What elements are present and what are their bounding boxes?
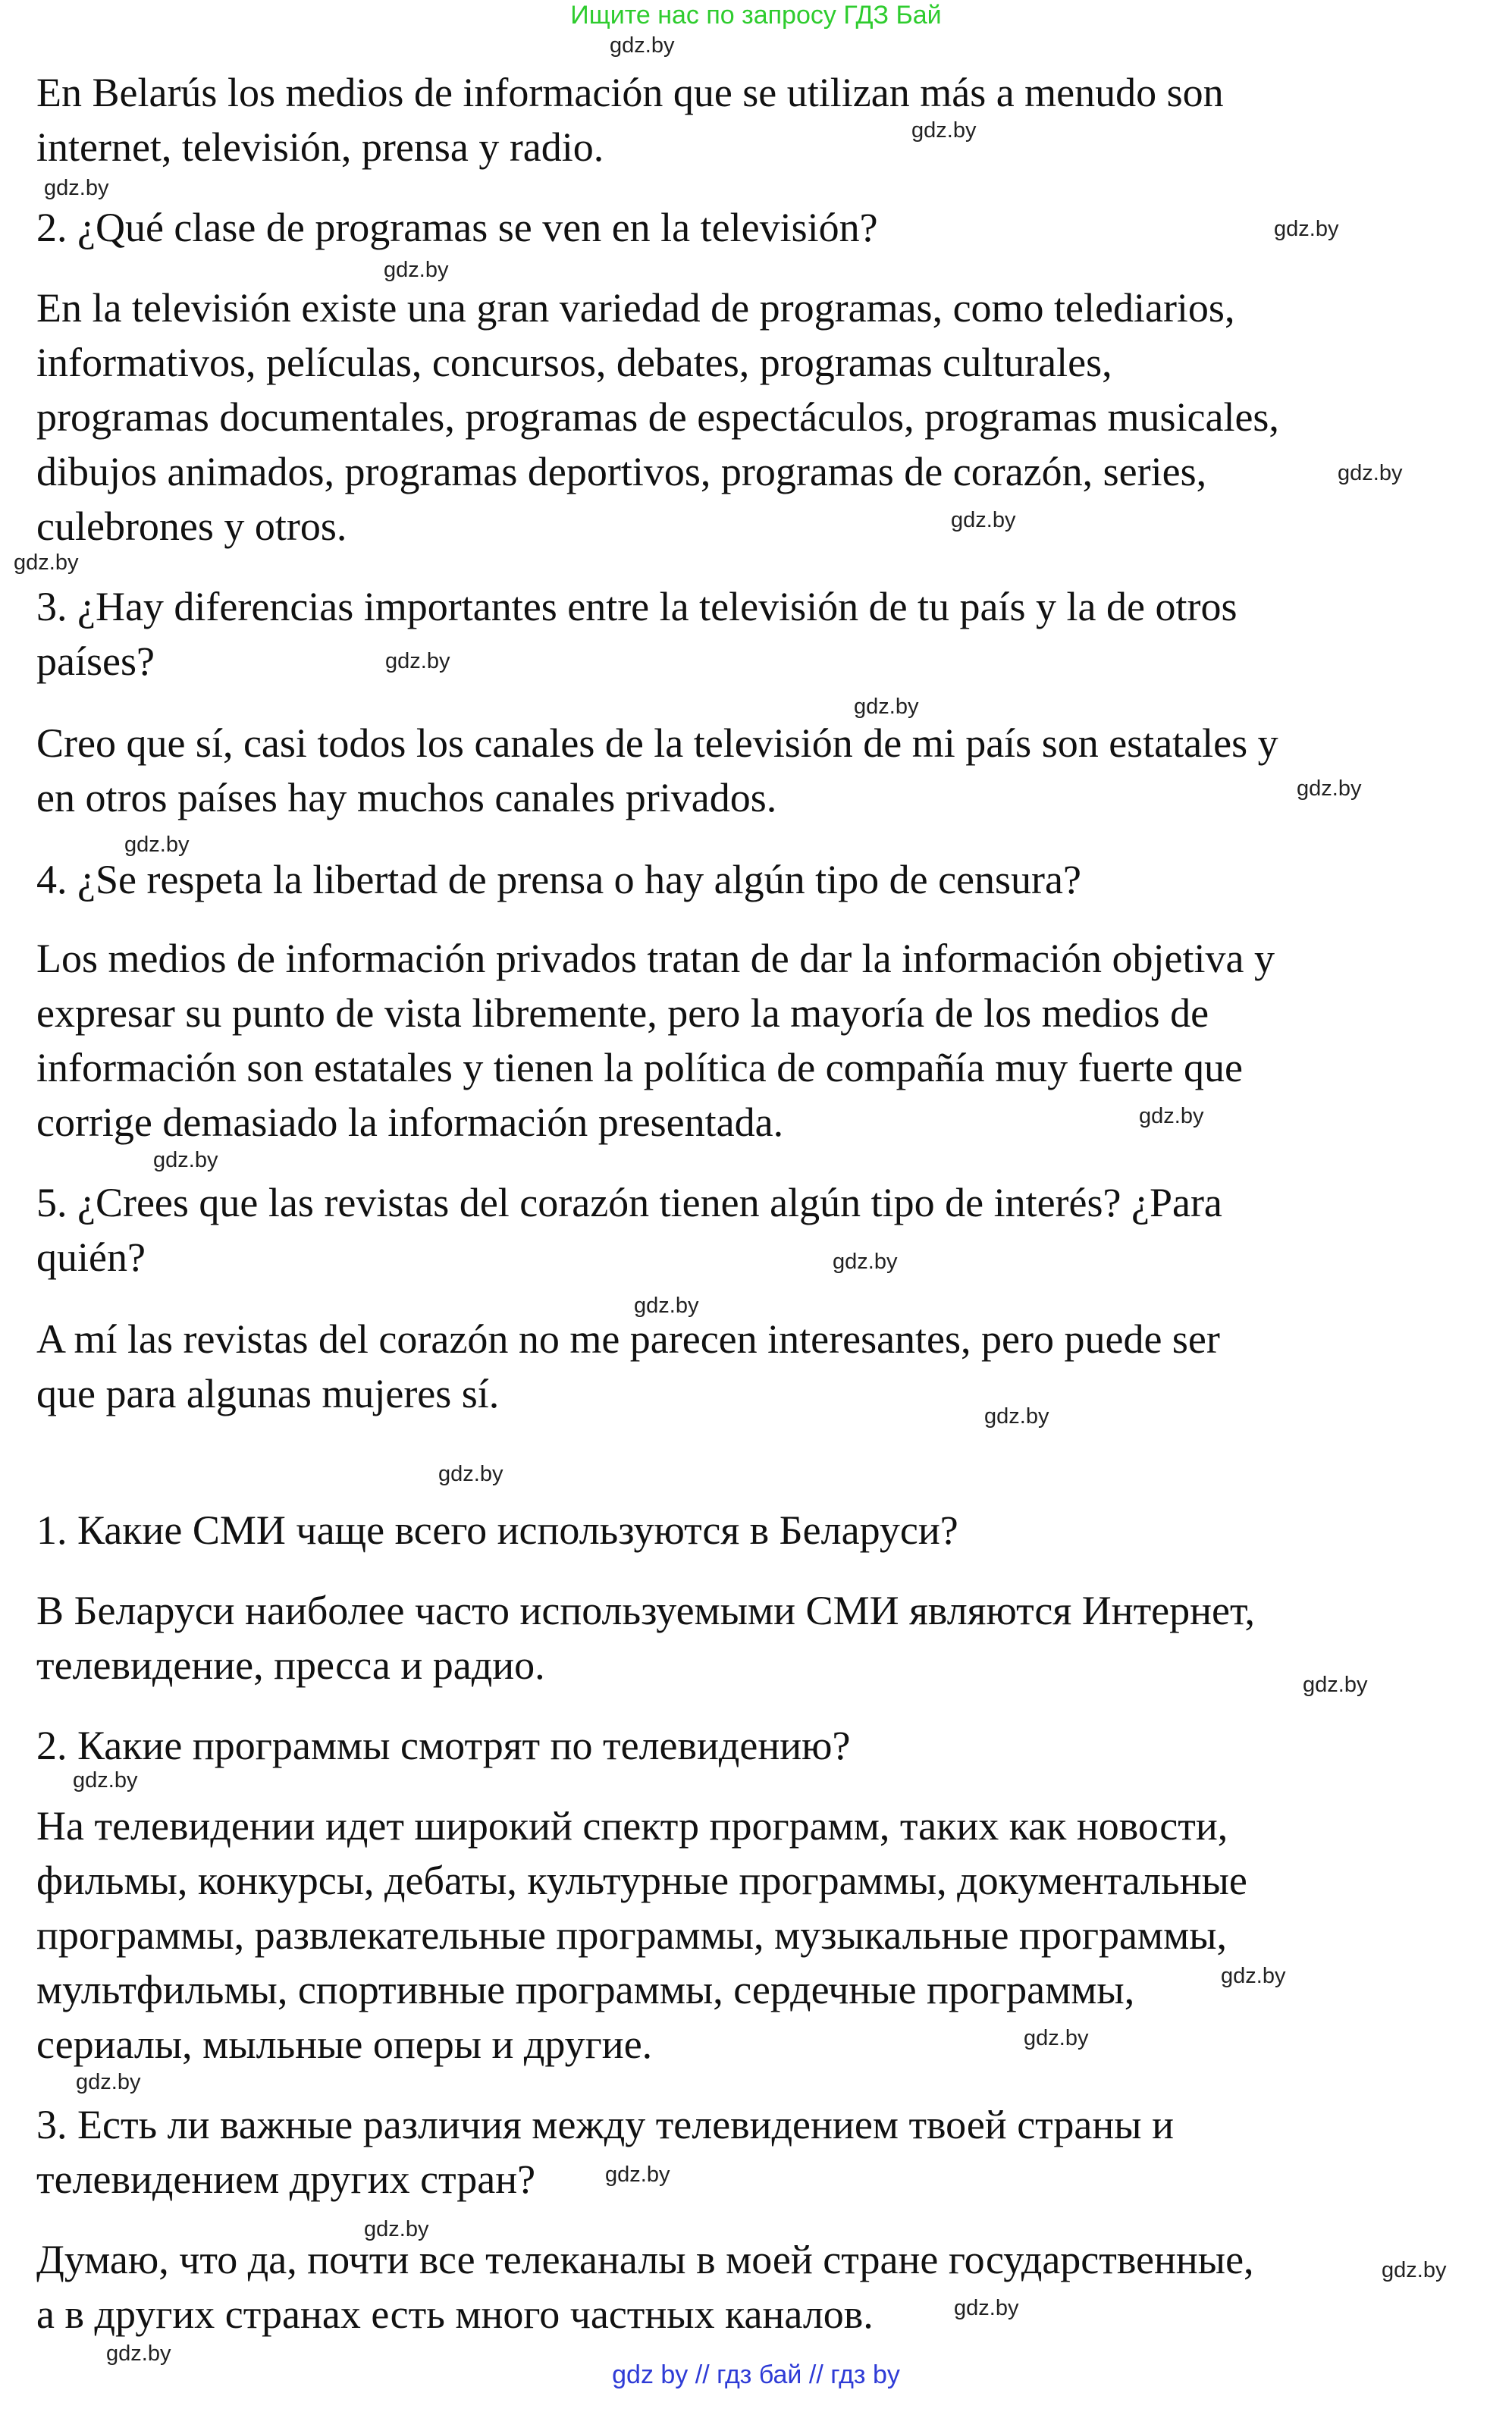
answer-line: В Беларуси наиболее часто используемыми СМИ являются Интернет, xyxy=(36,1588,1256,1633)
answer-line: en otros países hay muchos canales privados. xyxy=(36,775,777,820)
watermark: gdz.by xyxy=(1024,2026,1089,2050)
watermark: gdz.by xyxy=(1382,2258,1447,2282)
watermark: gdz.by xyxy=(634,1294,699,1318)
watermark: gdz.by xyxy=(384,258,449,282)
answer-line: que para algunas mujeres sí. xyxy=(36,1371,500,1416)
answer-line: corrige demasiado la información presentada. xyxy=(36,1099,784,1145)
question-line: 2. ¿Qué clase de programas se ven en la televisión? xyxy=(36,205,878,250)
watermark: gdz.by xyxy=(854,695,919,719)
watermark: gdz.by xyxy=(1297,776,1362,801)
watermark: gdz.by xyxy=(605,2163,670,2187)
answer-line: программы, развлекательные программы, музыкальные программы, xyxy=(36,1912,1228,1958)
watermark: gdz.by xyxy=(911,118,977,143)
watermark: gdz.by xyxy=(76,2070,141,2094)
watermark: gdz.by xyxy=(1274,217,1339,241)
watermark: gdz.by xyxy=(1221,1964,1286,1988)
answer-line: En la televisión existe una gran variedad de programas, como telediarios, xyxy=(36,285,1235,331)
footer-links[interactable]: gdz by // гдз бай // гдз by xyxy=(612,2360,900,2389)
watermark: gdz.by xyxy=(14,550,79,575)
answer-line: programas documentales, programas de espectáculos, programas musicales, xyxy=(36,394,1279,440)
watermark: gdz.by xyxy=(73,1768,138,1793)
watermark: gdz.by xyxy=(44,176,109,200)
watermark: gdz.by xyxy=(153,1148,218,1172)
answer-line: información son estatales y tienen la política de compañía muy fuerte que xyxy=(36,1045,1243,1090)
question-line: 3. ¿Hay diferencias importantes entre la televisión de tu país y la de otros xyxy=(36,584,1238,629)
watermark: gdz.by xyxy=(1303,1673,1368,1697)
answer-line: Думаю, что да, почти все телеканалы в моей стране государственные, xyxy=(36,2237,1254,2282)
watermark: gdz.by xyxy=(124,833,190,857)
answer-line: Los medios de información privados tratan de dar la información objetiva y xyxy=(36,936,1275,981)
watermark: gdz.by xyxy=(385,649,450,673)
answer-line: телевидение, пресса и радио. xyxy=(36,1642,545,1688)
question-line: quién? xyxy=(36,1234,146,1280)
answer-line: internet, televisión, prensa y radio. xyxy=(36,124,604,170)
answer-line: мультфильмы, спортивные программы, сердечные программы, xyxy=(36,1967,1135,2012)
answer-line: сериалы, мыльные оперы и другие. xyxy=(36,2022,653,2067)
question-line: 2. Какие программы смотрят по телевидению? xyxy=(36,1723,851,1768)
answer-line: На телевидении идет широкий спектр программ, таких как новости, xyxy=(36,1803,1228,1849)
watermark: gdz.by xyxy=(364,2217,429,2241)
watermark: gdz.by xyxy=(1139,1104,1204,1128)
answer-line: Creo que sí, casi todos los canales de la televisión de mi país son estatales y xyxy=(36,720,1278,766)
answer-line: culebrones y otros. xyxy=(36,503,347,549)
answer-line: informativos, películas, concursos, debates, programas culturales, xyxy=(36,340,1112,385)
answer-line: En Belarús los medios de información que se utilizan más a menudo son xyxy=(36,70,1224,115)
watermark: gdz.by xyxy=(984,1404,1049,1429)
watermark: gdz.by xyxy=(954,2296,1019,2320)
question-line: países? xyxy=(36,638,155,684)
watermark: gdz.by xyxy=(1338,461,1403,485)
search-banner[interactable]: Ищите нас по запросу ГДЗ Бай xyxy=(570,1,942,30)
watermark: gdz.by xyxy=(438,1462,503,1486)
question-line: телевидением других стран? xyxy=(36,2156,536,2202)
question-line: 3. Есть ли важные различия между телевидением твоей страны и xyxy=(36,2102,1174,2147)
answer-line: фильмы, конкурсы, дебаты, культурные программы, документальные xyxy=(36,1858,1247,1903)
answer-line: а в других странах есть много частных каналов. xyxy=(36,2291,874,2337)
watermark: gdz.by xyxy=(610,33,675,58)
answer-line: dibujos animados, programas deportivos, programas de corazón, series, xyxy=(36,449,1207,494)
question-line: 1. Какие СМИ чаще всего используются в Беларуси? xyxy=(36,1507,958,1553)
answer-line: A mí las revistas del corazón no me parecen interesantes, pero puede ser xyxy=(36,1316,1220,1362)
question-line: 5. ¿Crees que las revistas del corazón tienen algún tipo de interés? ¿Para xyxy=(36,1180,1222,1225)
watermark: gdz.by xyxy=(833,1250,898,1274)
answer-line: expresar su punto de vista libremente, pero la mayoría de los medios de xyxy=(36,990,1209,1036)
watermark: gdz.by xyxy=(106,2341,171,2366)
watermark: gdz.by xyxy=(951,508,1016,532)
question-line: 4. ¿Se respeta la libertad de prensa o hay algún tipo de censura? xyxy=(36,857,1081,902)
